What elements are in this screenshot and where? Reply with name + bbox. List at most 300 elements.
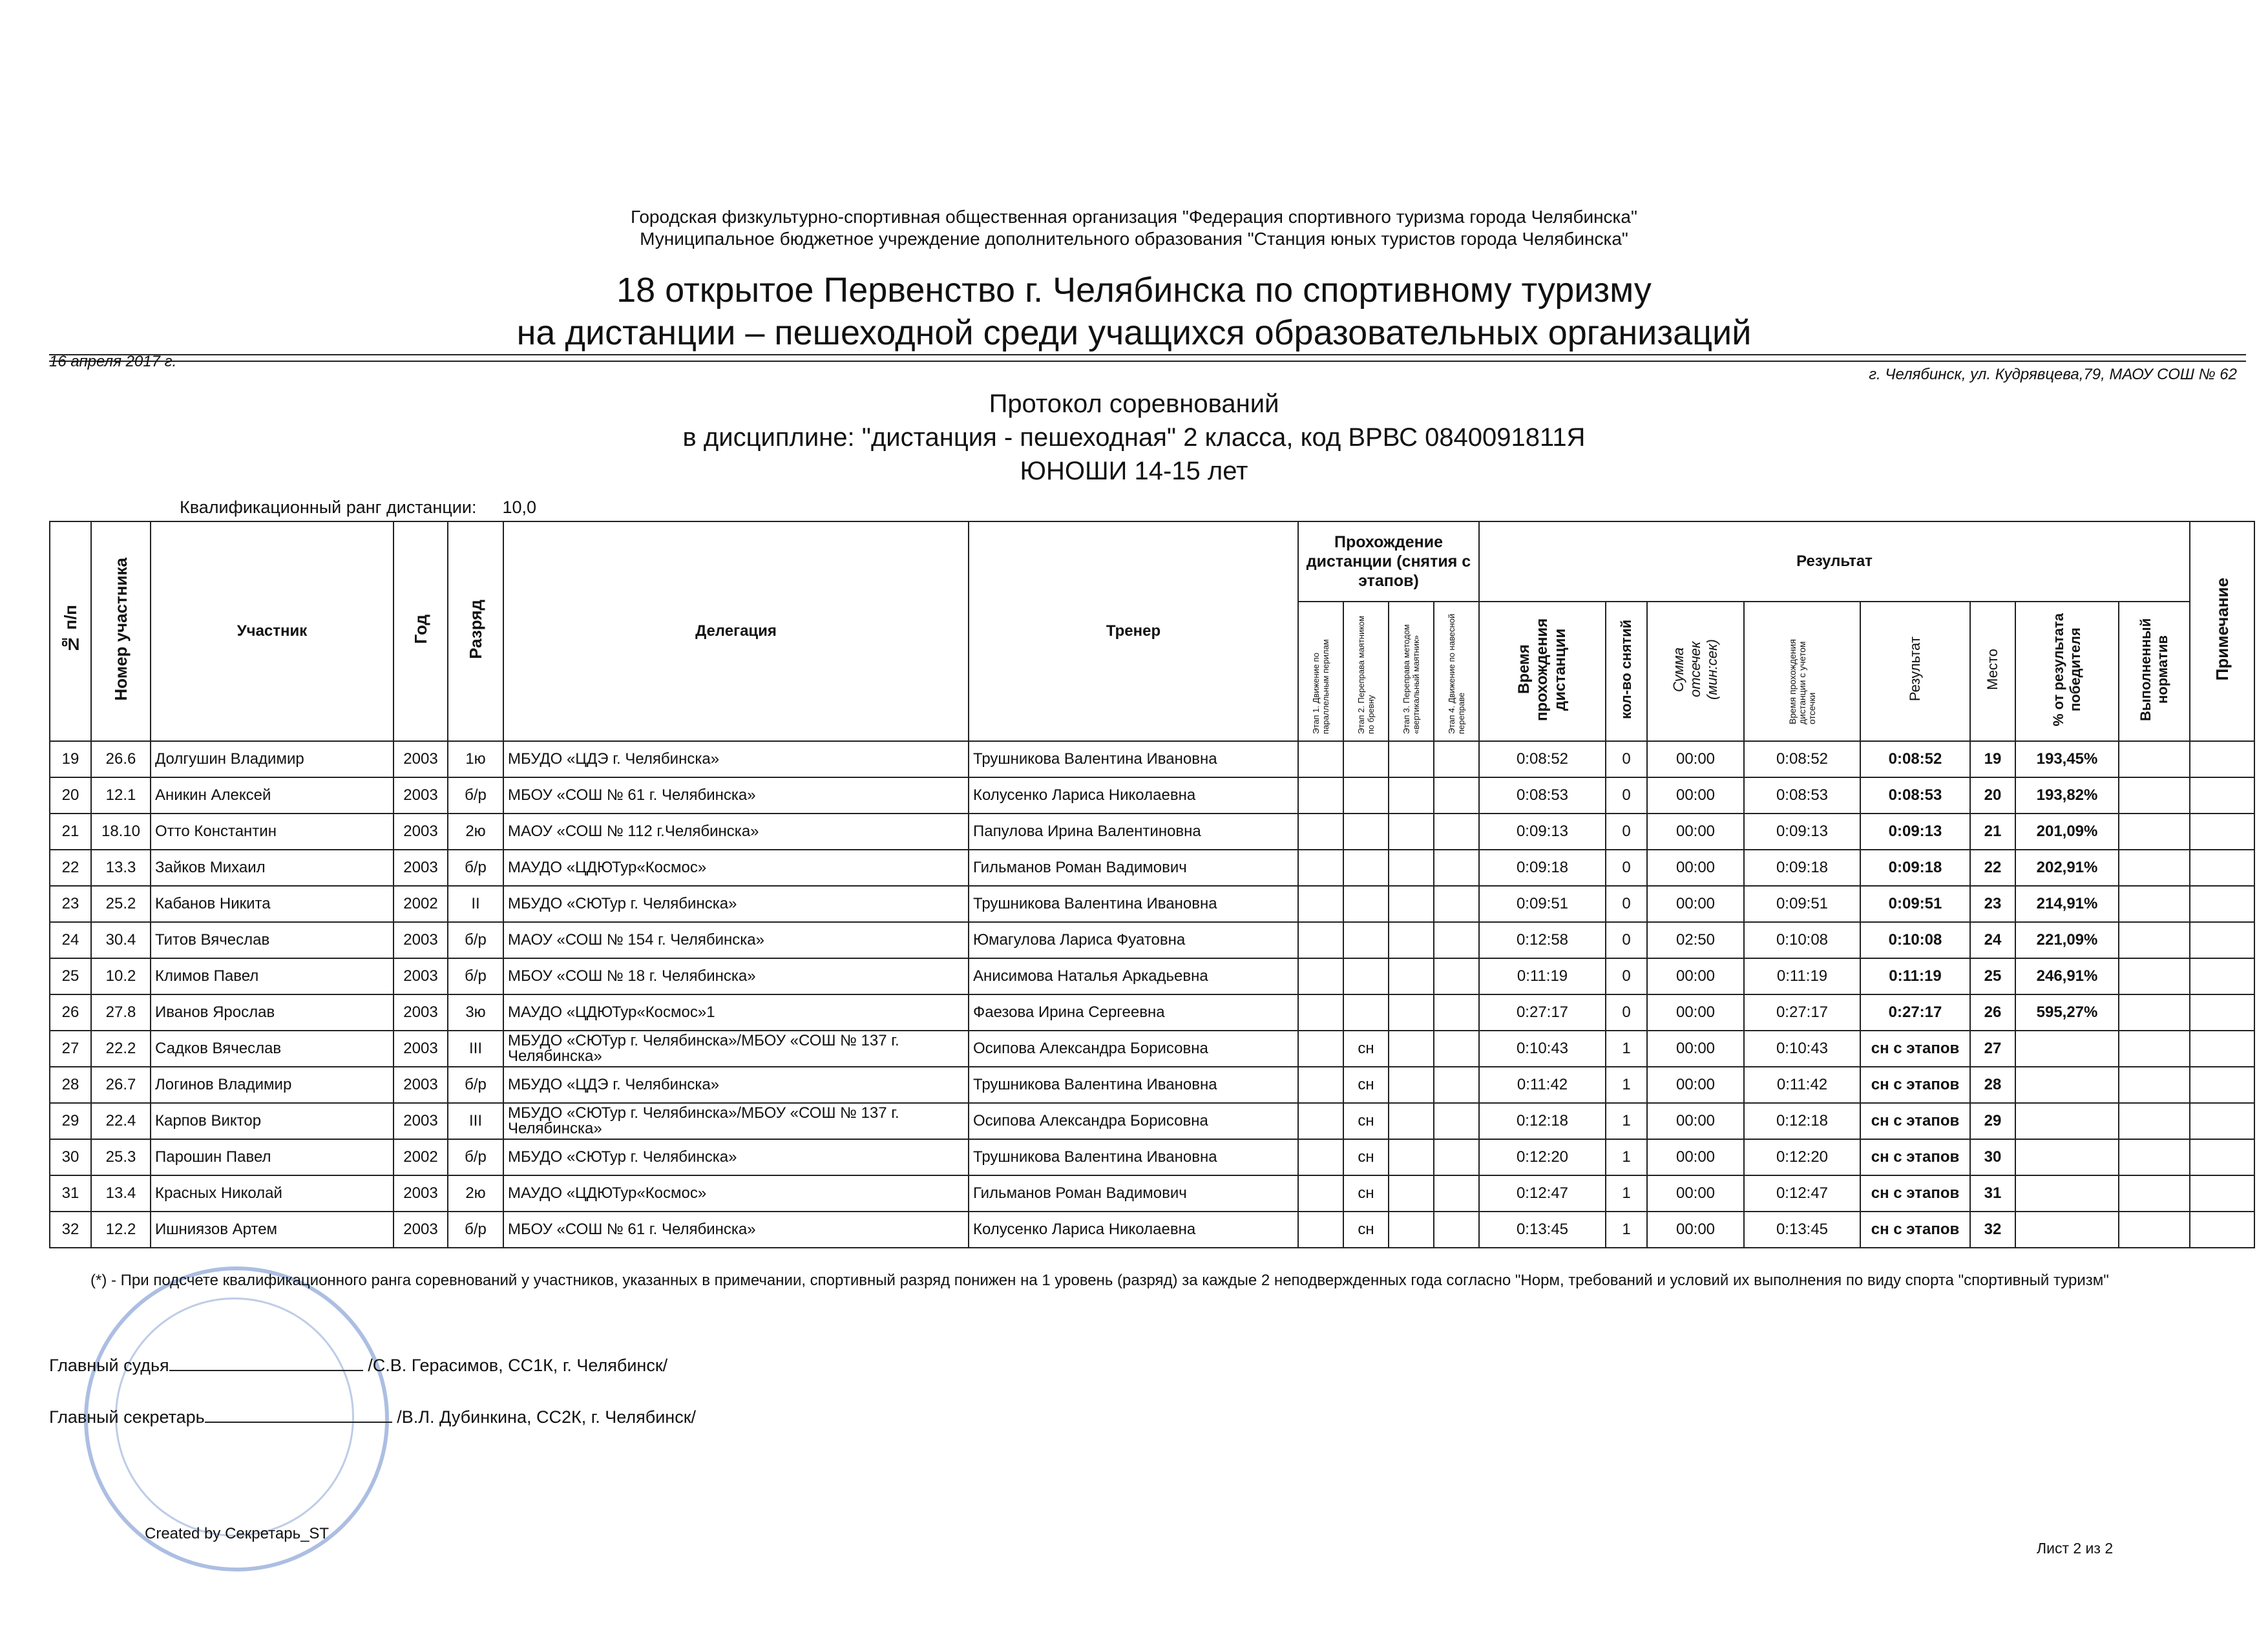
cell-s4 bbox=[1434, 958, 1479, 994]
cell-del: МБУДО «ЦДЭ г. Челябинска» bbox=[503, 1067, 969, 1103]
cell-res: сн с этапов bbox=[1860, 1139, 1970, 1175]
cell-note bbox=[2190, 922, 2254, 958]
cell-s2 bbox=[1343, 922, 1389, 958]
col-result-group: Результат bbox=[1479, 521, 2190, 602]
cell-s2 bbox=[1343, 886, 1389, 922]
cell-grade: б/р bbox=[448, 777, 503, 814]
divider bbox=[49, 361, 2246, 362]
table-row bbox=[50, 886, 2254, 922]
cell-grade: III bbox=[448, 1103, 503, 1139]
cell-place: 30 bbox=[1970, 1139, 2015, 1175]
cell-s4 bbox=[1434, 1031, 1479, 1067]
cell-n: 25 bbox=[50, 958, 91, 994]
cell-year: 2003 bbox=[394, 958, 448, 994]
cell-s2: сн bbox=[1343, 1175, 1389, 1212]
cell-s1 bbox=[1298, 1212, 1343, 1248]
cell-cut: 00:00 bbox=[1647, 741, 1744, 777]
table-row bbox=[50, 1031, 2254, 1067]
cell-del: МАОУ «СОШ № 154 г. Челябинска» bbox=[503, 922, 969, 958]
org-line-2: Муниципальное бюджетное учреждение дополнительного образования "Станция юных туристов города Челябинска" bbox=[640, 229, 1628, 249]
cell-name: Отто Константин bbox=[151, 814, 394, 850]
cell-del: МАУДО «ЦДЮТур«Космос»1 bbox=[503, 994, 969, 1031]
cell-s1 bbox=[1298, 741, 1343, 777]
cell-cut: 00:00 bbox=[1647, 850, 1744, 886]
results-table bbox=[49, 521, 2255, 1248]
cell-pen: 1 bbox=[1606, 1031, 1647, 1067]
cell-tcut: 0:10:43 bbox=[1744, 1031, 1860, 1067]
cell-tcut: 0:12:47 bbox=[1744, 1175, 1860, 1212]
cell-year: 2003 bbox=[394, 1175, 448, 1212]
cell-del: МБУДО «СЮТур г. Челябинска» bbox=[503, 886, 969, 922]
table-row bbox=[50, 1067, 2254, 1103]
cell-s1 bbox=[1298, 777, 1343, 814]
cell-s4 bbox=[1434, 1212, 1479, 1248]
cell-year: 2003 bbox=[394, 777, 448, 814]
col-stage4: Этап 4. Движение по навесной переправе bbox=[1434, 602, 1479, 741]
cell-note bbox=[2190, 814, 2254, 850]
cell-s4 bbox=[1434, 814, 1479, 850]
cell-note bbox=[2190, 1212, 2254, 1248]
cell-n: 32 bbox=[50, 1212, 91, 1248]
cell-del: МБОУ «СОШ № 61 г. Челябинска» bbox=[503, 1212, 969, 1248]
protocol-title: Протокол соревнований bbox=[989, 390, 1279, 418]
cell-grade: б/р bbox=[448, 922, 503, 958]
cell-cut: 00:00 bbox=[1647, 1067, 1744, 1103]
cell-name: Карпов Виктор bbox=[151, 1103, 394, 1139]
cell-note bbox=[2190, 850, 2254, 886]
cell-coach: Колусенко Лариса Николаевна bbox=[969, 777, 1298, 814]
cell-place: 28 bbox=[1970, 1067, 2015, 1103]
footnote: (*) - При подсчете квалификационного ранга соревнований у участников, указанных в примечании, спортивный разряд понижен на 1 уровень (разряд) за каждые 2 неподвержденных года согласно "Норм, требований и условий их выполнения по виду спорта "спортивный туризм" bbox=[90, 1272, 2109, 1289]
cell-del: МБОУ «СОШ № 18 г. Челябинска» bbox=[503, 958, 969, 994]
discipline: в дисциплине: "дистанция - пешеходная" 2 класса, код ВРВС 0840091811Я bbox=[682, 423, 1586, 452]
cell-res: 0:09:13 bbox=[1860, 814, 1970, 850]
cell-bib: 25.2 bbox=[91, 886, 151, 922]
cell-pen: 1 bbox=[1606, 1175, 1647, 1212]
cell-note bbox=[2190, 777, 2254, 814]
cell-tcut: 0:13:45 bbox=[1744, 1212, 1860, 1248]
cell-pen: 0 bbox=[1606, 886, 1647, 922]
table-row bbox=[50, 1139, 2254, 1175]
cell-n: 26 bbox=[50, 994, 91, 1031]
cell-tcut: 0:11:19 bbox=[1744, 958, 1860, 994]
cell-s1 bbox=[1298, 814, 1343, 850]
cell-del: МАУДО «ЦДЮТур«Космос» bbox=[503, 850, 969, 886]
col-time: Время прохождения дистанции bbox=[1479, 602, 1606, 741]
cell-coach: Трушникова Валентина Ивановна bbox=[969, 1067, 1298, 1103]
table-row bbox=[50, 1103, 2254, 1139]
cell-norm bbox=[2119, 1212, 2190, 1248]
cell-res: сн с этапов bbox=[1860, 1212, 1970, 1248]
cell-s3 bbox=[1389, 1067, 1434, 1103]
table-row bbox=[50, 922, 2254, 958]
cell-coach: Гильманов Роман Вадимович bbox=[969, 850, 1298, 886]
cell-time: 0:13:45 bbox=[1479, 1212, 1606, 1248]
cell-place: 26 bbox=[1970, 994, 2015, 1031]
cell-del: МАУДО «ЦДЮТур«Космос» bbox=[503, 1175, 969, 1212]
cell-pct: 221,09% bbox=[2015, 922, 2119, 958]
cell-s4 bbox=[1434, 1103, 1479, 1139]
cell-pct: 193,82% bbox=[2015, 777, 2119, 814]
cell-year: 2003 bbox=[394, 1212, 448, 1248]
secretary-name: /В.Л. Дубинкина, СС2К, г. Челябинск/ bbox=[397, 1407, 697, 1427]
judge-name: /С.В. Герасимов, СС1К, г. Челябинск/ bbox=[368, 1356, 668, 1375]
cell-bib: 12.2 bbox=[91, 1212, 151, 1248]
cell-coach: Колусенко Лариса Николаевна bbox=[969, 1212, 1298, 1248]
cell-res: 0:11:19 bbox=[1860, 958, 1970, 994]
cell-s2: сн bbox=[1343, 1067, 1389, 1103]
cell-norm bbox=[2119, 886, 2190, 922]
cell-pen: 0 bbox=[1606, 741, 1647, 777]
rank-label bbox=[180, 498, 536, 518]
table-row bbox=[50, 1175, 2254, 1212]
cell-grade: 2ю bbox=[448, 814, 503, 850]
cell-name: Зайков Михаил bbox=[151, 850, 394, 886]
cell-cut: 00:00 bbox=[1647, 1139, 1744, 1175]
cell-s4 bbox=[1434, 1067, 1479, 1103]
cell-time: 0:08:53 bbox=[1479, 777, 1606, 814]
cell-pen: 1 bbox=[1606, 1103, 1647, 1139]
cell-bib: 25.3 bbox=[91, 1139, 151, 1175]
org-line-1: Городская физкультурно-спортивная общественная организация "Федерация спортивного туризма города Челябинска" bbox=[631, 207, 1637, 227]
cell-pen: 0 bbox=[1606, 958, 1647, 994]
cell-pct: 193,45% bbox=[2015, 741, 2119, 777]
cell-note bbox=[2190, 1031, 2254, 1067]
cell-s4 bbox=[1434, 1175, 1479, 1212]
cell-grade: II bbox=[448, 886, 503, 922]
cell-name: Ишниязов Артем bbox=[151, 1212, 394, 1248]
cell-s1 bbox=[1298, 994, 1343, 1031]
cell-tcut: 0:09:51 bbox=[1744, 886, 1860, 922]
cell-norm bbox=[2119, 814, 2190, 850]
cell-bib: 18.10 bbox=[91, 814, 151, 850]
cell-year: 2002 bbox=[394, 886, 448, 922]
cell-time: 0:27:17 bbox=[1479, 994, 1606, 1031]
cell-note bbox=[2190, 1139, 2254, 1175]
secretary-label: Главный секретарь bbox=[49, 1407, 205, 1427]
title-line-1: 18 открытое Первенство г. Челябинска по спортивному туризму bbox=[616, 271, 1652, 310]
cell-grade: 2ю bbox=[448, 1175, 503, 1212]
cell-grade: б/р bbox=[448, 850, 503, 886]
cell-bib: 30.4 bbox=[91, 922, 151, 958]
created-by: Created by Секретарь_ST bbox=[145, 1525, 330, 1542]
cell-s2 bbox=[1343, 814, 1389, 850]
cell-s4 bbox=[1434, 994, 1479, 1031]
cell-s1 bbox=[1298, 850, 1343, 886]
cell-cut: 00:00 bbox=[1647, 1103, 1744, 1139]
cell-del: МБУДО «ЦДЭ г. Челябинска» bbox=[503, 741, 969, 777]
cell-n: 20 bbox=[50, 777, 91, 814]
cell-s3 bbox=[1389, 1175, 1434, 1212]
cell-res: сн с этапов bbox=[1860, 1031, 1970, 1067]
cell-tcut: 0:10:08 bbox=[1744, 922, 1860, 958]
cell-s2 bbox=[1343, 741, 1389, 777]
cell-time: 0:08:52 bbox=[1479, 741, 1606, 777]
cell-time: 0:12:58 bbox=[1479, 922, 1606, 958]
cell-s2 bbox=[1343, 958, 1389, 994]
cell-norm bbox=[2119, 1103, 2190, 1139]
cell-time: 0:12:47 bbox=[1479, 1175, 1606, 1212]
venue: г. Челябинск, ул. Кудрявцева,79, МАОУ СОШ № 62 bbox=[1869, 366, 2237, 383]
cell-bib: 22.2 bbox=[91, 1031, 151, 1067]
cell-n: 28 bbox=[50, 1067, 91, 1103]
cell-pct: 246,91% bbox=[2015, 958, 2119, 994]
cell-year: 2003 bbox=[394, 850, 448, 886]
cell-s1 bbox=[1298, 886, 1343, 922]
cell-s1 bbox=[1298, 1175, 1343, 1212]
cell-coach: Гильманов Роман Вадимович bbox=[969, 1175, 1298, 1212]
cell-cut: 00:00 bbox=[1647, 814, 1744, 850]
cell-s2 bbox=[1343, 777, 1389, 814]
cell-place: 22 bbox=[1970, 850, 2015, 886]
cell-bib: 26.7 bbox=[91, 1067, 151, 1103]
cell-s1 bbox=[1298, 958, 1343, 994]
table-row bbox=[50, 814, 2254, 850]
cell-name: Логинов Владимир bbox=[151, 1067, 394, 1103]
cell-tcut: 0:27:17 bbox=[1744, 994, 1860, 1031]
cell-year: 2002 bbox=[394, 1139, 448, 1175]
cell-year: 2003 bbox=[394, 1103, 448, 1139]
cell-del: МБУДО «СЮТур г. Челябинска» bbox=[503, 1139, 969, 1175]
cell-note bbox=[2190, 741, 2254, 777]
cell-coach: Трушникова Валентина Ивановна bbox=[969, 886, 1298, 922]
cell-year: 2003 bbox=[394, 1031, 448, 1067]
cell-s2: сн bbox=[1343, 1139, 1389, 1175]
sheet-number: Лист 2 из 2 bbox=[2037, 1540, 2114, 1557]
cell-pct: 214,91% bbox=[2015, 886, 2119, 922]
cell-year: 2003 bbox=[394, 814, 448, 850]
cell-tcut: 0:12:20 bbox=[1744, 1139, 1860, 1175]
cell-year: 2003 bbox=[394, 922, 448, 958]
cell-time: 0:12:20 bbox=[1479, 1139, 1606, 1175]
cell-norm bbox=[2119, 1139, 2190, 1175]
cell-place: 27 bbox=[1970, 1031, 2015, 1067]
cell-grade: III bbox=[448, 1031, 503, 1067]
cell-norm bbox=[2119, 994, 2190, 1031]
cell-cut: 02:50 bbox=[1647, 922, 1744, 958]
cell-bib: 10.2 bbox=[91, 958, 151, 994]
cell-grade: 3ю bbox=[448, 994, 503, 1031]
cell-coach: Осипова Александра Борисовна bbox=[969, 1031, 1298, 1067]
cell-pen: 0 bbox=[1606, 994, 1647, 1031]
col-place: Место bbox=[1970, 602, 2015, 741]
cell-del: МБОУ «СОШ № 61 г. Челябинска» bbox=[503, 777, 969, 814]
cell-s3 bbox=[1389, 958, 1434, 994]
cell-norm bbox=[2119, 850, 2190, 886]
cell-n: 29 bbox=[50, 1103, 91, 1139]
cell-coach: Трушникова Валентина Ивановна bbox=[969, 741, 1298, 777]
cell-norm bbox=[2119, 777, 2190, 814]
cell-s3 bbox=[1389, 922, 1434, 958]
cell-norm bbox=[2119, 1175, 2190, 1212]
col-passing: Прохождение дистанции (снятия с этапов) bbox=[1298, 521, 1479, 602]
cell-place: 29 bbox=[1970, 1103, 2015, 1139]
table-row bbox=[50, 1212, 2254, 1248]
col-result: Результат bbox=[1860, 602, 1970, 741]
cell-place: 25 bbox=[1970, 958, 2015, 994]
cell-s3 bbox=[1389, 994, 1434, 1031]
cell-pct bbox=[2015, 1175, 2119, 1212]
cell-s4 bbox=[1434, 741, 1479, 777]
cell-s3 bbox=[1389, 850, 1434, 886]
cell-norm bbox=[2119, 922, 2190, 958]
cell-n: 30 bbox=[50, 1139, 91, 1175]
age-group: ЮНОШИ 14-15 лет bbox=[1020, 457, 1248, 485]
cell-s4 bbox=[1434, 777, 1479, 814]
cell-name: Аникин Алексей bbox=[151, 777, 394, 814]
cell-name: Долгушин Владимир bbox=[151, 741, 394, 777]
col-cutoff: Сумма отсечек (мин:сек) bbox=[1647, 602, 1744, 741]
cell-year: 2003 bbox=[394, 1067, 448, 1103]
cell-name: Парошин Павел bbox=[151, 1139, 394, 1175]
cell-grade: б/р bbox=[448, 1067, 503, 1103]
cell-note bbox=[2190, 1103, 2254, 1139]
cell-norm bbox=[2119, 1067, 2190, 1103]
cell-res: 0:08:53 bbox=[1860, 777, 1970, 814]
cell-pct: 595,27% bbox=[2015, 994, 2119, 1031]
cell-pen: 0 bbox=[1606, 922, 1647, 958]
cell-note bbox=[2190, 994, 2254, 1031]
cell-pct: 202,91% bbox=[2015, 850, 2119, 886]
cell-s3 bbox=[1389, 814, 1434, 850]
cell-place: 23 bbox=[1970, 886, 2015, 922]
rank-label-text: Квалификационный ранг дистанции: bbox=[180, 498, 477, 517]
cell-res: 0:09:51 bbox=[1860, 886, 1970, 922]
cell-res: 0:09:18 bbox=[1860, 850, 1970, 886]
cell-s1 bbox=[1298, 1139, 1343, 1175]
secretary-signature bbox=[49, 1407, 696, 1427]
cell-year: 2003 bbox=[394, 994, 448, 1031]
cell-pct bbox=[2015, 1067, 2119, 1103]
cell-n: 24 bbox=[50, 922, 91, 958]
cell-note bbox=[2190, 958, 2254, 994]
cell-grade: б/р bbox=[448, 958, 503, 994]
cell-s4 bbox=[1434, 922, 1479, 958]
col-norm: Выполненный норматив bbox=[2119, 602, 2190, 741]
cell-name: Иванов Ярослав bbox=[151, 994, 394, 1031]
col-stage2: Этап 2. Переправа маятником по бревну bbox=[1343, 602, 1389, 741]
cell-place: 19 bbox=[1970, 741, 2015, 777]
cell-s2: сн bbox=[1343, 1031, 1389, 1067]
cell-s2: сн bbox=[1343, 1103, 1389, 1139]
cell-bib: 13.3 bbox=[91, 850, 151, 886]
cell-time: 0:12:18 bbox=[1479, 1103, 1606, 1139]
cell-pct bbox=[2015, 1139, 2119, 1175]
title-line-2: на дистанции – пешеходной среди учащихся образовательных организаций bbox=[516, 313, 1752, 352]
col-stage3: Этап 3. Переправа методом «вертикальный маятник» bbox=[1389, 602, 1434, 741]
cell-time: 0:09:13 bbox=[1479, 814, 1606, 850]
cell-time: 0:09:51 bbox=[1479, 886, 1606, 922]
cell-pen: 1 bbox=[1606, 1139, 1647, 1175]
cell-n: 19 bbox=[50, 741, 91, 777]
col-coach: Тренер bbox=[969, 521, 1298, 741]
cell-note bbox=[2190, 1067, 2254, 1103]
cell-s3 bbox=[1389, 777, 1434, 814]
cell-time: 0:10:43 bbox=[1479, 1031, 1606, 1067]
cell-cut: 00:00 bbox=[1647, 886, 1744, 922]
cell-norm bbox=[2119, 958, 2190, 994]
cell-n: 23 bbox=[50, 886, 91, 922]
cell-coach: Папулова Ирина Валентиновна bbox=[969, 814, 1298, 850]
cell-tcut: 0:08:52 bbox=[1744, 741, 1860, 777]
col-num: № п/п bbox=[50, 521, 91, 741]
cell-pen: 0 bbox=[1606, 814, 1647, 850]
judge-signature bbox=[49, 1356, 667, 1376]
cell-s3 bbox=[1389, 1103, 1434, 1139]
cell-place: 32 bbox=[1970, 1212, 2015, 1248]
cell-pct bbox=[2015, 1103, 2119, 1139]
cell-s2 bbox=[1343, 850, 1389, 886]
cell-pct bbox=[2015, 1031, 2119, 1067]
cell-res: сн с этапов bbox=[1860, 1175, 1970, 1212]
cell-tcut: 0:12:18 bbox=[1744, 1103, 1860, 1139]
col-percent: % от результата победителя bbox=[2015, 602, 2119, 741]
cell-grade: б/р bbox=[448, 1212, 503, 1248]
cell-pct bbox=[2015, 1212, 2119, 1248]
cell-n: 21 bbox=[50, 814, 91, 850]
col-grade: Разряд bbox=[448, 521, 503, 741]
cell-time: 0:09:18 bbox=[1479, 850, 1606, 886]
col-delegation: Делегация bbox=[503, 521, 969, 741]
cell-s3 bbox=[1389, 1212, 1434, 1248]
cell-pen: 1 bbox=[1606, 1067, 1647, 1103]
cell-grade: 1ю bbox=[448, 741, 503, 777]
col-bib: Номер участника bbox=[91, 521, 151, 741]
cell-coach: Юмагулова Лариса Фуатовна bbox=[969, 922, 1298, 958]
cell-s3 bbox=[1389, 886, 1434, 922]
table-row bbox=[50, 850, 2254, 886]
cell-pen: 0 bbox=[1606, 850, 1647, 886]
cell-norm bbox=[2119, 1031, 2190, 1067]
table-row bbox=[50, 994, 2254, 1031]
cell-coach: Осипова Александра Борисовна bbox=[969, 1103, 1298, 1139]
cell-s1 bbox=[1298, 922, 1343, 958]
cell-tcut: 0:09:13 bbox=[1744, 814, 1860, 850]
cell-cut: 00:00 bbox=[1647, 958, 1744, 994]
cell-year: 2003 bbox=[394, 741, 448, 777]
cell-grade: б/р bbox=[448, 1139, 503, 1175]
col-stage1: Этап 1. Движение по параллельным перилам bbox=[1298, 602, 1343, 741]
cell-n: 27 bbox=[50, 1031, 91, 1067]
col-year: Год bbox=[394, 521, 448, 741]
col-note: Примечание bbox=[2190, 521, 2254, 741]
cell-del: МБУДО «СЮТур г. Челябинска»/МБОУ «СОШ № 137 г. Челябинска» bbox=[503, 1103, 969, 1139]
cell-name: Климов Павел bbox=[151, 958, 394, 994]
cell-pct: 201,09% bbox=[2015, 814, 2119, 850]
table-row bbox=[50, 958, 2254, 994]
cell-name: Красных Николай bbox=[151, 1175, 394, 1212]
cell-bib: 27.8 bbox=[91, 994, 151, 1031]
cell-note bbox=[2190, 886, 2254, 922]
rank-value: 10,0 bbox=[502, 498, 537, 517]
cell-tcut: 0:11:42 bbox=[1744, 1067, 1860, 1103]
cell-s2: сн bbox=[1343, 1212, 1389, 1248]
cell-tcut: 0:09:18 bbox=[1744, 850, 1860, 886]
cell-bib: 12.1 bbox=[91, 777, 151, 814]
cell-s4 bbox=[1434, 886, 1479, 922]
cell-s1 bbox=[1298, 1103, 1343, 1139]
cell-s3 bbox=[1389, 1031, 1434, 1067]
cell-bib: 22.4 bbox=[91, 1103, 151, 1139]
col-penalties: кол-во снятий bbox=[1606, 602, 1647, 741]
cell-note bbox=[2190, 1175, 2254, 1212]
cell-time: 0:11:19 bbox=[1479, 958, 1606, 994]
cell-name: Титов Вячеслав bbox=[151, 922, 394, 958]
divider bbox=[49, 354, 2246, 355]
cell-coach: Анисимова Наталья Аркадьевна bbox=[969, 958, 1298, 994]
cell-n: 31 bbox=[50, 1175, 91, 1212]
cell-tcut: 0:08:53 bbox=[1744, 777, 1860, 814]
